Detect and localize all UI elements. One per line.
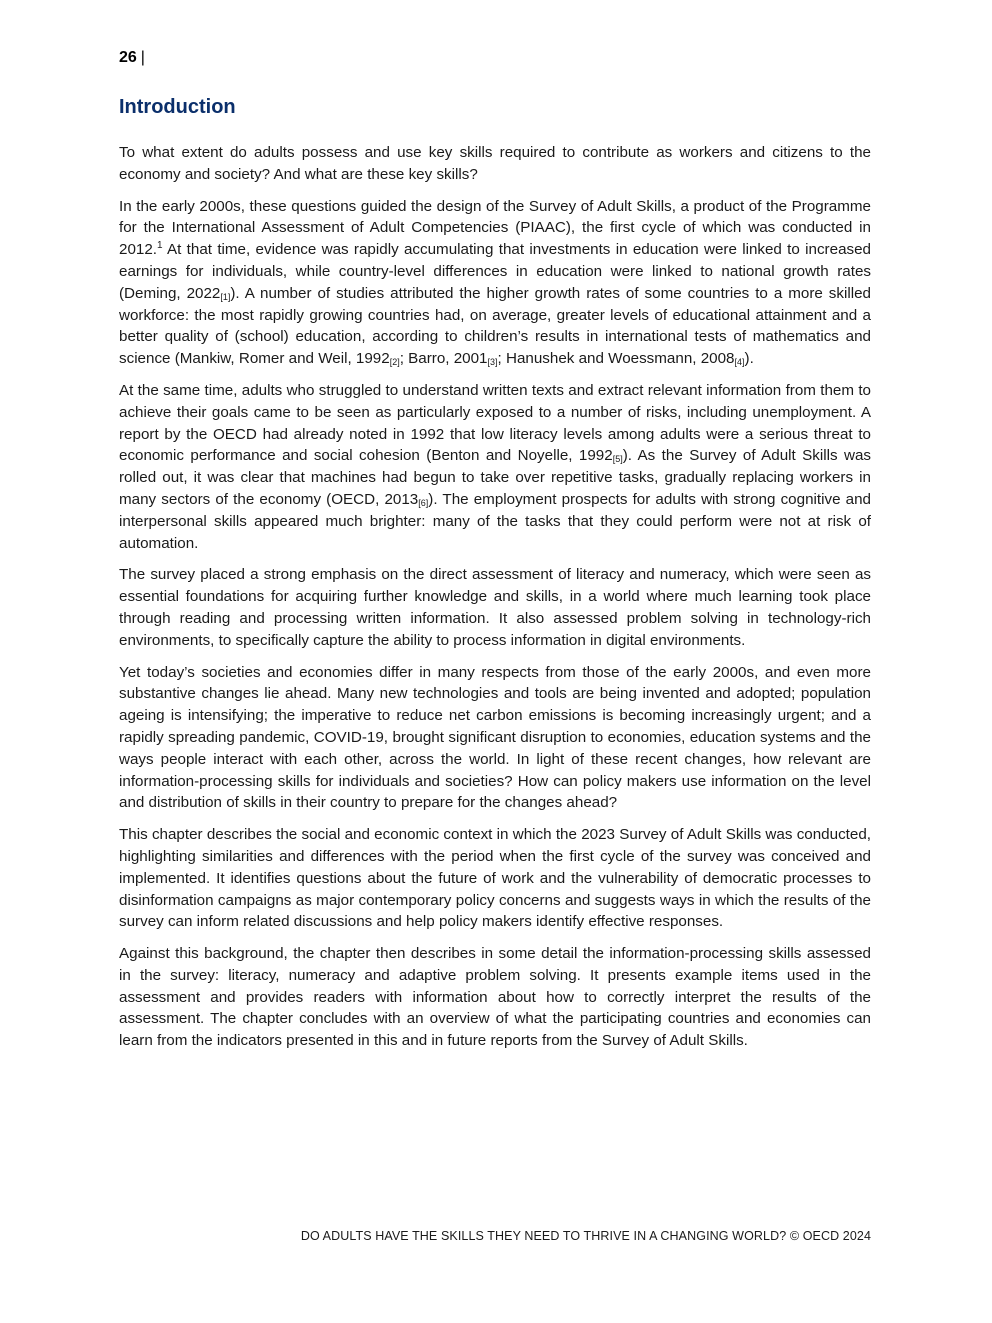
page-number-value: 26 bbox=[119, 49, 137, 66]
paragraph-4: The survey placed a strong emphasis on the direct assessment of literacy and numeracy, which were seen as essential foundations for acquiring further knowledge and skills, in a world where much learning took place through reading and processing written information. It also assessed problem solving in technology-rich environments, to specifically capture the ability to process information in digital environments. bbox=[119, 566, 871, 649]
section-title: Introduction bbox=[119, 96, 236, 118]
reference-link[interactable]: [1] bbox=[220, 291, 231, 302]
paragraph-7: Against this background, the chapter then describes in some detail the information-processing skills assessed in the survey: literacy, numeracy and adaptive problem solving. It presents example items used in the assessment and provides readers with information about how to correctly interpret the results of the assessment. The chapter concludes with an overview of what the participating countries and economies can learn from the indicators presented in this and in future reports from the Survey of Adult Skills. bbox=[119, 945, 871, 1050]
paragraph-6: This chapter describes the social and economic context in which the 2023 Survey of Adult Skills was conducted, highlighting similarities and differences with the period when the first cycle of the survey was conceived and implemented. It identifies questions about the future of work and the vulnerability of democratic processes to disinformation campaigns as major contemporary policy concerns and suggests ways in which the results of the survey can inform related discussions and help policy makers identify effective responses. bbox=[119, 826, 871, 931]
paragraph-1: To what extent do adults possess and use key skills required to contribute as workers and citizens to the economy and society? And what are these key skills? bbox=[119, 144, 871, 183]
reference-link[interactable]: [3] bbox=[487, 357, 498, 368]
reference-link[interactable]: [2] bbox=[389, 357, 400, 368]
paragraph-5: Yet today’s societies and economies differ in many respects from those of the early 2000s, and even more substantive changes lie ahead. Many new technologies and tools are being invented and adopted; population ageing is intensifying; the imperative to reduce net carbon emissions is becoming increasingly urgent; and a rapidly spreading pandemic, COVID-19, brought significant disruption to economies, education systems and the ways people interact with each other, across the world. In light of these recent changes, how relevant are information-processing skills for individuals and societies? How can policy makers use information on the level and distribution of skills in their country to prepare for the changes ahead? bbox=[119, 663, 871, 812]
page-number-separator: | bbox=[140, 49, 145, 66]
paragraph-3: At the same time, adults who struggled to understand written texts and extract relevant information from them to achieve their goals came to be seen as particularly exposed to a number of risks, including unemployment. A report by the OECD had already noted in 1992 that low literacy levels among adults were a serious threat to economic performance and social cohesion (Benton and Noyelle, $1992_{[5]}$). As the Survey of Adult Skills was rolled out, it was clear that machines had begun to take over repetitive tasks, gradually replacing workers in many sectors of the economy (OECD, $2013_{[6]}$). The employment prospects for adults with strong cognitive and interpersonal skills appeared much brighter: many of the tasks that they could perform were not at risk of automation. bbox=[119, 381, 871, 552]
page-footer: DO ADULTS HAVE THE SKILLS THEY NEED TO THRIVE IN A CHANGING WORLD? © OECD 2024 bbox=[300, 1229, 871, 1243]
paragraph-2: In the early 2000s, these questions guided the design of the Survey of Adult Skills, a product of the Programme for the International Assessment of Adult Competencies (PIAAC), the first cycle of which was conducted in 2012.$^1$ At that time, evidence was rapidly accumulating that investments in education were linked to increased earnings for individuals, while country-level differences in education were linked to national growth rates (Deming, $2022_{[1]}$). A number of studies attributed the higher growth rates of some countries to a more skilled workforce: the most rapidly growing countries had, on average, greater levels of educational attainment and a better quality of (school) education, according to children’s results in international tests of mathematics and science (Mankiw, Romer and Weil, $1992_{[2]}$; Barro, $2001_{[3]}$; Hanushek and Woessmann, $2008_{[4]}$). bbox=[119, 197, 871, 368]
reference-link[interactable]: [4] bbox=[734, 357, 745, 368]
reference-link[interactable]: [5] bbox=[612, 454, 623, 465]
body-text bbox=[119, 142, 871, 1062]
page-number bbox=[119, 49, 145, 67]
reference-link[interactable]: [6] bbox=[418, 497, 429, 508]
footnote-marker[interactable]: 1 bbox=[157, 240, 163, 252]
